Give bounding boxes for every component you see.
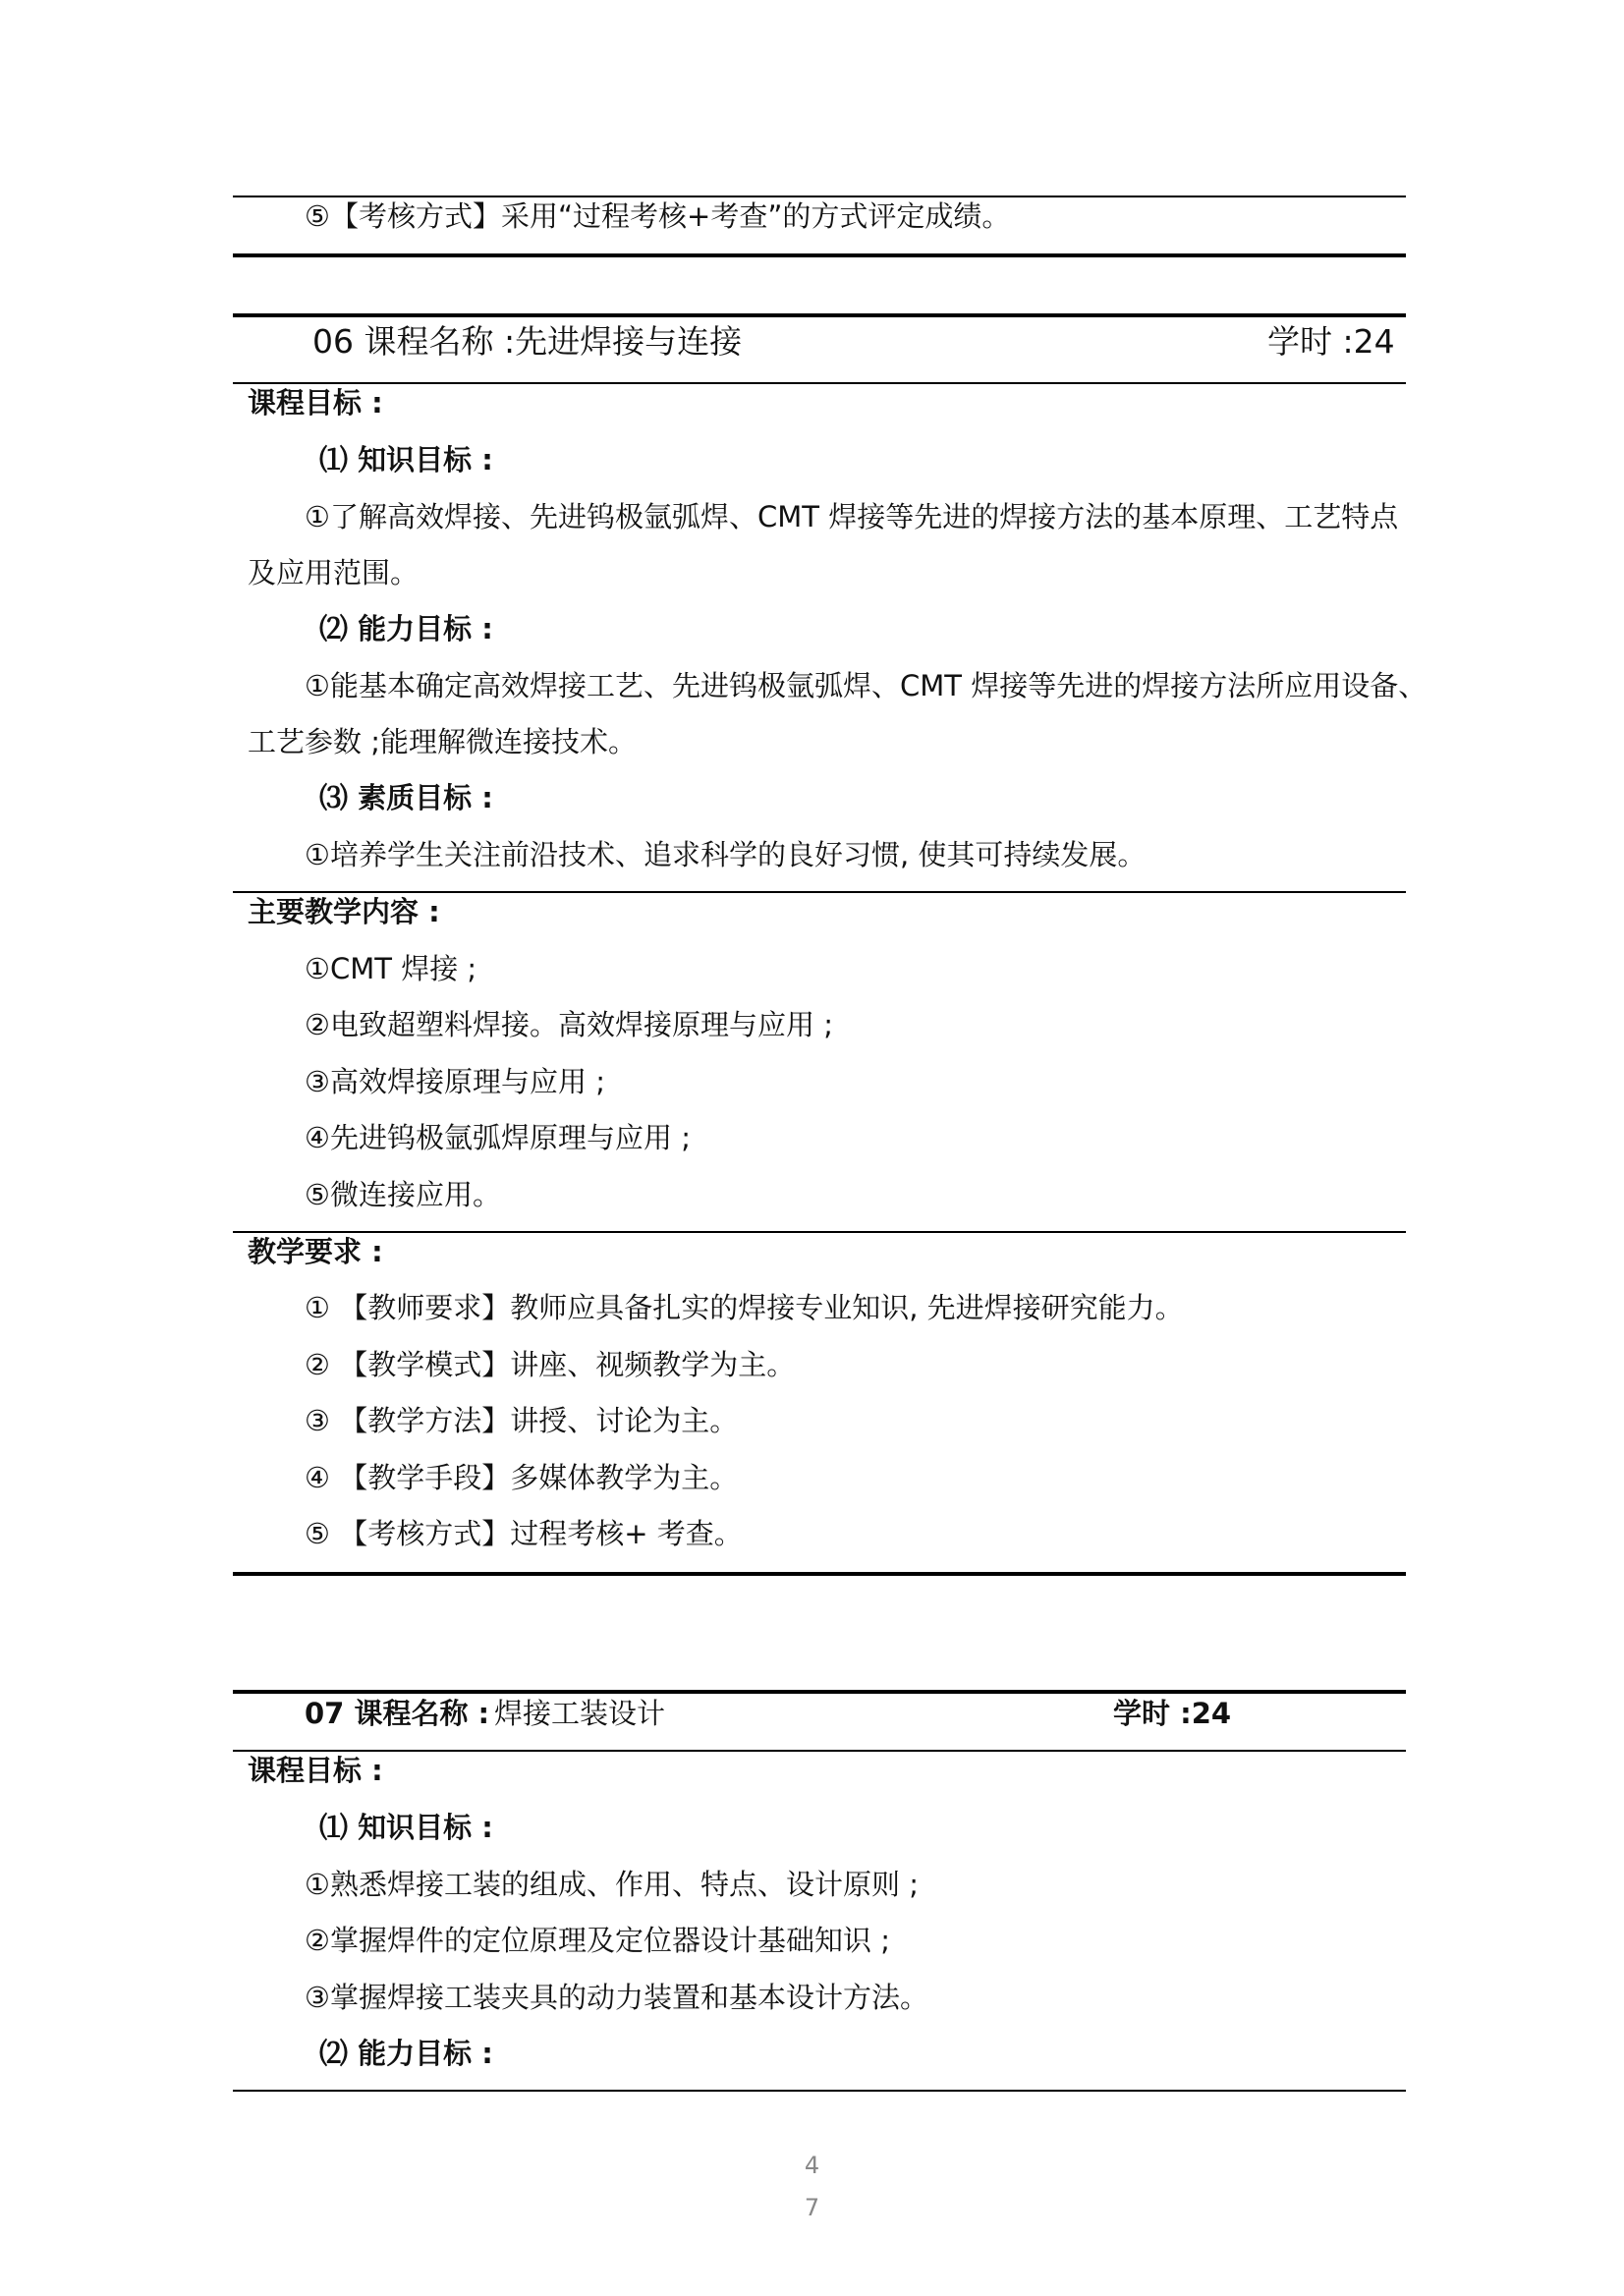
course06-goals-title: 课程目标 :: [248, 386, 383, 420]
rule-course06-top: [233, 313, 1406, 317]
prev-assessment-line: ⑤【考核方式】采用“过程考核+考查”的方式评定成绩。: [305, 199, 1011, 233]
course06-quality-1: ①培养学生关注前沿技术、追求科学的良好习惯, 使其可持续发展。: [305, 838, 1147, 871]
course06-ability-1a: ①能基本确定高效焊接工艺、先进钨极氩弧焊、CMT 焊接等先进的焊接方法所应用设备、: [305, 669, 1428, 702]
course06-content-item: ②电致超塑料焊接。高效焊接原理与应用 ;: [305, 1008, 833, 1041]
course06-content-title: 主要教学内容 :: [248, 895, 440, 928]
course06-ability-title: ⑵ 能力目标 :: [319, 612, 493, 645]
course07-goals-title: 课程目标 :: [248, 1754, 383, 1787]
course07-knowledge-item: ②掌握焊件的定位原理及定位器设计基础知识 ;: [305, 1924, 890, 1957]
course07-title-name: 焊接工装设计: [494, 1697, 666, 1730]
course06-req-item: ③ 【教学方法】讲授、讨论为主。: [305, 1404, 739, 1437]
rule-prev-end: [233, 253, 1406, 257]
course06-knowledge-1a: ①了解高效焊接、先进钨极氩弧焊、CMT 焊接等先进的焊接方法的基本原理、工艺特点: [305, 500, 1399, 533]
course06-req-item: ④ 【教学手段】多媒体教学为主。: [305, 1461, 739, 1494]
page-number-secondary: 7: [804, 2194, 820, 2221]
rule-course07-cut: [233, 2090, 1406, 2092]
course06-req-title: 教学要求 :: [248, 1235, 383, 1268]
course06-content-item: ①CMT 焊接 ;: [305, 952, 477, 985]
course06-content-item: ③高效焊接原理与应用 ;: [305, 1065, 605, 1098]
course07-knowledge-item: ③掌握焊接工装夹具的动力装置和基本设计方法。: [305, 1981, 928, 2014]
course06-content-item: ⑤微连接应用。: [305, 1178, 501, 1211]
rule-course06-header: [233, 382, 1406, 384]
rule-course06-content: [233, 891, 1406, 893]
rule-top: [233, 196, 1406, 197]
course07-knowledge-title: ⑴ 知识目标 :: [319, 1811, 493, 1844]
course06-quality-title: ⑶ 素质目标 :: [319, 781, 493, 814]
course06-req-item: ⑤ 【考核方式】过程考核+ 考查。: [305, 1517, 743, 1550]
course06-hours: 学时 :24: [1267, 322, 1395, 361]
rule-course07-top: [233, 1690, 1406, 1694]
course06-ability-1b: 工艺参数 ;能理解微连接技术。: [248, 725, 637, 758]
course06-knowledge-1b: 及应用范围。: [248, 556, 420, 589]
rule-course06-requirements: [233, 1231, 1406, 1233]
course06-req-item: ② 【教学模式】讲座、视频教学为主。: [305, 1348, 796, 1381]
course07-title-label: 07 课程名称 :: [305, 1697, 490, 1730]
course06-content-item: ④先进钨极氩弧焊原理与应用 ;: [305, 1121, 691, 1154]
course06-knowledge-title: ⑴ 知识目标 :: [319, 443, 493, 476]
course07-ability-title: ⑵ 能力目标 :: [319, 2037, 493, 2070]
rule-course07-header: [233, 1750, 1406, 1752]
course07-hours: 学时 :24: [1113, 1697, 1232, 1730]
course06-title: 06 课程名称 :先进焊接与连接: [312, 322, 743, 361]
page-number: 4: [804, 2152, 820, 2179]
course07-knowledge-item: ①熟悉焊接工装的组成、作用、特点、设计原则 ;: [305, 1868, 919, 1901]
course06-req-item: ① 【教师要求】教师应具备扎实的焊接专业知识, 先进焊接研究能力。: [305, 1291, 1184, 1324]
rule-course06-end: [233, 1572, 1406, 1576]
